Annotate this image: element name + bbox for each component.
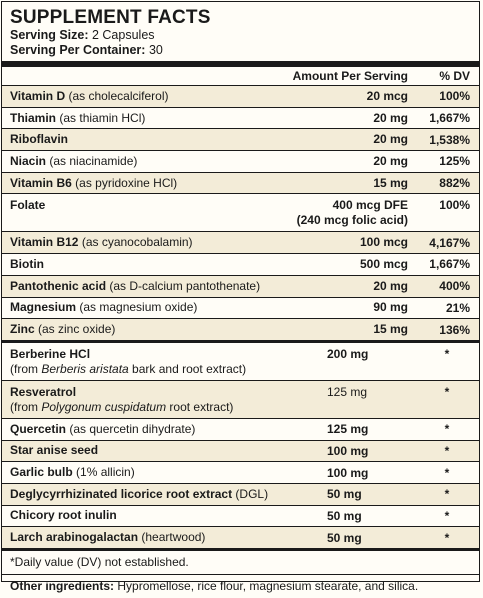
nutrient-row (2, 318, 479, 340)
botanical-rows (2, 343, 479, 548)
ingredient-row (2, 380, 479, 418)
nutrient-amount: 20 mg (373, 132, 408, 147)
amount-line: (240 mcg folic acid) (296, 213, 408, 228)
nutrient-detail: (as magnesium oxide) (76, 300, 198, 315)
nutrient-name (2, 300, 288, 315)
nutrient-label: Niacin (10, 153, 47, 168)
nutrient-row (2, 193, 479, 231)
nutrient-name (2, 111, 288, 126)
nutrient-dv: 100% (439, 89, 470, 104)
ingredient-name (2, 487, 327, 502)
nutrient-detail: (as cyanocobalamin) (78, 235, 193, 250)
nutrient-label: Biotin (10, 256, 44, 271)
ingredient-row (2, 418, 479, 440)
dv-header: % DV (439, 69, 470, 83)
source-pre: (from (10, 361, 42, 376)
nutrient-name (2, 154, 288, 169)
nutrient-detail: (as cholecalciferol) (65, 88, 169, 103)
nutrient-label: Magnesium (10, 300, 77, 315)
ingredient-name (2, 443, 327, 458)
nutrient-row (2, 231, 479, 253)
ingredient-detail: (1% allicin) (72, 465, 135, 480)
other-ingredients: Other ingredients: Hypromellose, rice flour, magnesium stearate, and silica. (2, 574, 479, 598)
ingredient-dv: * (444, 530, 450, 545)
nutrient-label: Vitamin D (10, 88, 66, 103)
column-header (2, 67, 479, 85)
ingredient-row (2, 526, 479, 548)
footnote: *Daily value (DV) not established. (2, 548, 479, 574)
ingredient-label: Larch arabinogalactan (10, 530, 139, 545)
ingredient-row (2, 440, 479, 462)
nutrient-dv: 1,538% (429, 132, 470, 147)
nutrient-dv: 136% (439, 322, 470, 337)
amount-header: Amount Per Serving (292, 68, 408, 83)
ingredient-label: Resveratrol (10, 384, 77, 399)
nutrient-dv: 100% (439, 198, 470, 213)
panel-header (2, 2, 479, 58)
nutrient-amount: 20 mg (373, 278, 408, 293)
nutrient-name (2, 176, 288, 191)
source-pre: (from (10, 399, 42, 414)
ingredient-dv: * (444, 487, 450, 502)
ingredient-label: Berberine HCl (10, 346, 91, 361)
ingredient-amount: 125 mg (327, 384, 368, 399)
nutrient-detail: (as zinc oxide) (34, 322, 116, 337)
nutrient-amount: 500 mcg (359, 256, 408, 271)
nutrient-name (2, 132, 288, 147)
nutrient-amount: 20 mg (373, 153, 408, 168)
ingredient-dv: * (444, 443, 450, 458)
nutrient-detail: (as pyridoxine HCl) (71, 175, 178, 190)
ingredient-amount: 200 mg (327, 346, 369, 361)
servings-per-container: Serving Per Container: 30 (10, 43, 163, 57)
ingredient-amount: 100 mg (327, 443, 369, 458)
nutrient-detail: (as D-calcium pantothenate) (106, 278, 261, 293)
ingredient-dv: * (444, 346, 450, 361)
nutrient-row (2, 172, 479, 194)
ingredient-amount: 125 mg (327, 422, 369, 437)
ingredient-row (2, 343, 479, 380)
nutrient-name (2, 257, 288, 272)
ingredient-label: Star anise seed (10, 443, 99, 458)
nutrient-dv: 1,667% (429, 257, 470, 272)
ingredient-source (10, 400, 327, 415)
source-species: Berberis aristata (41, 361, 129, 376)
nutrient-dv: 882% (439, 176, 470, 191)
nutrient-label: Pantothenic acid (10, 278, 107, 293)
nutrient-amount: 15 mg (373, 322, 408, 337)
panel-title: SUPPLEMENT FACTS (10, 7, 211, 28)
source-species: Polygonum cuspidatum (41, 399, 167, 414)
nutrient-amount: 20 mcg (366, 88, 408, 103)
nutrient-amount: 15 mg (373, 175, 408, 190)
ingredient-name (2, 508, 327, 523)
serving-size: Serving Size: 2 Capsules (10, 28, 155, 42)
nutrient-amount (208, 198, 408, 228)
nutrient-dv: 21% (445, 300, 470, 315)
ingredient-row (2, 505, 479, 527)
nutrient-name (2, 235, 288, 250)
ingredient-detail: (as quercetin dihydrate) (66, 421, 196, 436)
nutrient-name (2, 198, 208, 213)
ingredient-label: Chicory root inulin (10, 508, 117, 523)
ingredient-dv: * (444, 508, 450, 523)
nutrient-dv: 4,167% (429, 235, 470, 250)
ingredient-dv: * (444, 422, 450, 437)
nutrient-name (2, 279, 288, 294)
ingredient-name (2, 465, 327, 480)
nutrient-label: Riboflavin (10, 132, 69, 147)
nutrient-detail: (as niacinamide) (46, 153, 138, 168)
nutrient-row (2, 85, 479, 107)
ingredient-name (2, 347, 327, 377)
nutrient-amount: 20 mg (373, 110, 408, 125)
nutrient-amount: 100 mcg (359, 235, 408, 250)
vitamin-rows (2, 85, 479, 340)
source-post: bark and root extract) (128, 361, 247, 376)
nutrient-name (2, 89, 288, 104)
nutrient-row (2, 253, 479, 275)
nutrient-row (2, 275, 479, 297)
nutrient-dv: 125% (439, 154, 470, 169)
ingredient-detail: (heartwood) (138, 530, 206, 545)
nutrient-row (2, 107, 479, 129)
ingredient-dv: * (444, 465, 450, 480)
nutrient-amount: 90 mg (373, 300, 408, 315)
ingredient-row (2, 483, 479, 505)
ingredient-dv: * (444, 384, 450, 399)
nutrient-label: Vitamin B6 (10, 175, 72, 190)
nutrient-label: Zinc (10, 322, 35, 337)
amount-line: 400 mcg DFE (332, 198, 408, 213)
ingredient-amount: 50 mg (327, 487, 362, 502)
ingredient-amount: 50 mg (327, 508, 362, 523)
nutrient-detail: (as thiamin HCl) (56, 110, 146, 125)
ingredient-source (10, 362, 327, 377)
nutrient-label: Thiamin (10, 110, 57, 125)
nutrient-dv: 400% (439, 279, 470, 294)
ingredient-name (2, 422, 327, 437)
nutrient-row (2, 297, 479, 319)
nutrient-label: Vitamin B12 (10, 235, 79, 250)
ingredient-label: Deglycyrrhizinated licorice root extract (10, 486, 233, 501)
nutrient-dv: 1,667% (429, 111, 470, 126)
ingredient-label: Quercetin (10, 421, 67, 436)
source-post: root extract) (166, 399, 234, 414)
nutrient-row (2, 128, 479, 150)
nutrient-name (2, 322, 288, 337)
ingredient-row (2, 461, 479, 483)
nutrient-label: Folate (10, 198, 46, 213)
ingredient-amount: 100 mg (327, 465, 369, 480)
ingredient-name (2, 530, 327, 545)
supplement-facts-panel (1, 1, 480, 593)
ingredient-detail: (DGL) (232, 486, 269, 501)
ingredient-amount: 50 mg (327, 530, 362, 545)
ingredient-label: Garlic bulb (10, 465, 73, 480)
nutrient-row (2, 150, 479, 172)
ingredient-name (2, 385, 327, 415)
amount-stack (208, 198, 408, 228)
